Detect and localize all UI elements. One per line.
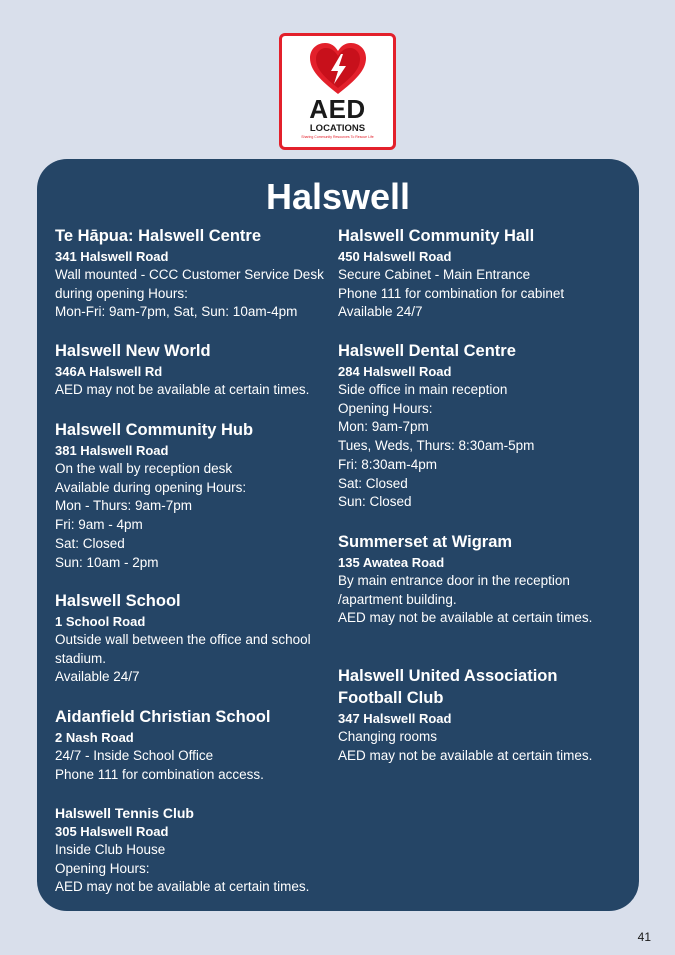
location-detail: AED may not be available at certain times. [338, 610, 593, 626]
location-detail: Tues, Weds, Thurs: 8:30am-5pm [338, 438, 535, 454]
location-name: Halswell Community Hall [338, 227, 535, 245]
location-address: 381 Halswell Road [55, 443, 169, 458]
location-detail: Changing rooms [338, 729, 438, 744]
location-name: Aidanfield Christian School [55, 708, 271, 726]
location-entry [55, 706, 345, 784]
page-title: Halswell [265, 176, 411, 217]
location-address: 347 Halswell Road [338, 711, 452, 726]
location-address: 2 Nash Road [55, 730, 134, 745]
location-detail: Inside Club House [55, 842, 166, 857]
location-name: Halswell School [55, 592, 181, 610]
location-detail: Fri: 8:30am-4pm [338, 456, 438, 472]
location-detail: Phone 111 for combination access. [55, 766, 264, 782]
location-address: 305 Halswell Road [55, 824, 169, 839]
location-detail: Mon - Thurs: 9am-7pm [55, 498, 193, 514]
location-detail: On the wall by reception desk [55, 461, 233, 476]
location-detail: Sun: Closed [338, 494, 412, 510]
location-detail: Secure Cabinet - Main Entrance [338, 267, 531, 282]
heart-lightning-icon [308, 42, 368, 96]
location-address: 341 Halswell Road [55, 249, 169, 264]
location-detail: stadium. [55, 650, 107, 666]
location-entry [338, 665, 628, 765]
location-name: Te Hāpua: Halswell Centre [55, 227, 262, 245]
logo-aed-text: AED [309, 94, 366, 124]
aed-locations-logo [279, 33, 396, 150]
location-entry [55, 419, 345, 572]
location-entry [55, 225, 345, 322]
location-detail: Phone 111 for combination for cabinet [338, 285, 565, 301]
location-entry [55, 590, 345, 687]
location-detail: AED may not be available at certain times. [55, 879, 310, 895]
location-detail: Sun: 10am - 2pm [55, 554, 159, 570]
locations-panel [37, 159, 639, 911]
location-entry [55, 340, 345, 400]
location-detail: 24/7 - Inside School Office [55, 748, 214, 763]
location-name: Summerset at Wigram [338, 533, 513, 551]
location-detail: AED may not be available at certain times. [55, 382, 310, 397]
location-detail: AED may not be available at certain times. [338, 747, 593, 763]
logo-tagline: Sharing Community Resources To Rescue Life [301, 135, 374, 139]
location-address: 346A Halswell Rd [55, 364, 163, 379]
location-detail: Opening Hours: [55, 860, 150, 876]
location-detail: Sat: Closed [55, 535, 125, 551]
location-address: 1 School Road [55, 614, 146, 629]
location-entry [55, 804, 345, 897]
location-name: Halswell Tennis Club [55, 805, 194, 821]
location-detail: during opening Hours: [55, 285, 188, 301]
location-detail: By main entrance door in the reception [338, 573, 570, 588]
location-detail: Mon: 9am-7pm [338, 419, 429, 435]
location-address: 450 Halswell Road [338, 249, 452, 264]
location-entry [338, 531, 628, 628]
page-number: 41 [637, 930, 651, 944]
location-detail: Sat: Closed [338, 475, 408, 491]
location-detail: Mon-Fri: 9am-7pm, Sat, Sun: 10am-4pm [55, 304, 298, 320]
location-name: Football Club [338, 689, 444, 707]
location-name: Halswell United Association [338, 667, 558, 685]
location-detail: Wall mounted - CCC Customer Service Desk [55, 267, 324, 282]
location-detail: Available 24/7 [55, 669, 140, 685]
logo-locations-text: LOCATIONS [309, 123, 366, 134]
location-detail: Fri: 9am - 4pm [55, 517, 143, 533]
location-detail: Side office in main reception [338, 382, 508, 397]
location-detail: Available 24/7 [338, 304, 423, 320]
location-entry [338, 340, 628, 512]
location-address: 284 Halswell Road [338, 364, 452, 379]
location-entry [338, 225, 628, 322]
location-address: 135 Awatea Road [338, 555, 445, 570]
location-detail: Opening Hours: [338, 400, 433, 416]
location-name: Halswell New World [55, 342, 211, 360]
location-name: Halswell Community Hub [55, 421, 254, 439]
location-name: Halswell Dental Centre [338, 342, 516, 360]
location-detail: Available during opening Hours: [55, 479, 247, 495]
location-detail: Outside wall between the office and school [55, 632, 311, 647]
location-detail: /apartment building. [338, 591, 457, 607]
